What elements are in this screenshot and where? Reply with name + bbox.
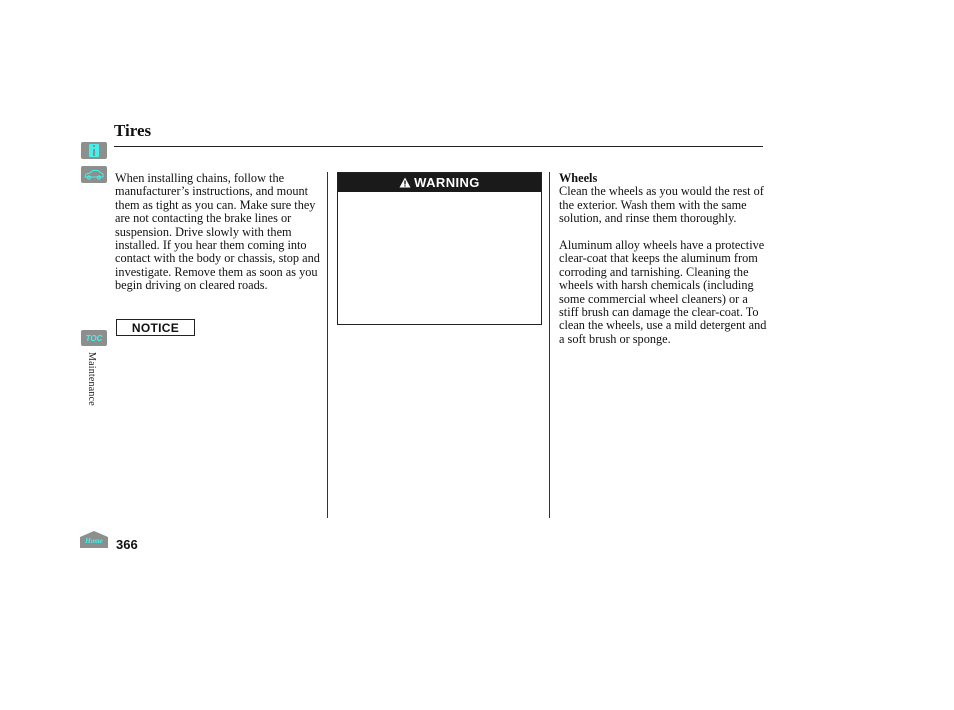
car-button[interactable] — [81, 166, 107, 183]
page-title: Tires — [114, 121, 152, 140]
column-divider — [549, 172, 550, 518]
info-button[interactable] — [81, 142, 107, 159]
car-icon — [83, 169, 105, 180]
toc-button[interactable] — [81, 330, 107, 346]
wheels-section — [559, 172, 769, 346]
warning-box — [337, 172, 542, 325]
notice-label: NOTICE — [131, 320, 180, 335]
wheels-paragraph-1: Clean the wheels as you would the rest of the exterior. Wash them with the same solution, and rinse them thoroughly. — [559, 184, 764, 226]
notice-box — [116, 319, 195, 336]
home-label: Home — [85, 537, 103, 545]
info-icon — [89, 144, 99, 157]
chains-text: When installing chains, follow the manufacturer’s instructions, and mount them as tight as you can. Make sure they are not contacting the brake lines or suspension. Drive slowly with them installed. If you hear them coming into contact with the body or chassis, stop and investigate. Remove them as soon as you begin driving on cleared roads. — [115, 171, 320, 293]
page-number: 366 — [116, 537, 138, 552]
warning-header — [338, 173, 541, 192]
column-divider — [327, 172, 328, 518]
section-label: Maintenance — [86, 352, 97, 406]
wheels-heading: Wheels — [559, 171, 598, 185]
title-divider — [114, 146, 763, 147]
chains-paragraph — [115, 172, 320, 293]
home-button[interactable] — [80, 531, 108, 548]
wheels-paragraph-2: Aluminum alloy wheels have a protective clear-coat that keeps the aluminum from corroding and tarnishing. Cleaning the wheels with harsh chemicals (including some commercial wheel cleaners) or a stiff brush can damage the clear-coat. To clean the wheels, use a mild detergent and a soft brush or sponge. — [559, 238, 767, 346]
toc-label: TOC — [85, 333, 103, 343]
warning-label: WARNING — [414, 175, 480, 190]
warning-triangle-icon — [399, 177, 411, 188]
